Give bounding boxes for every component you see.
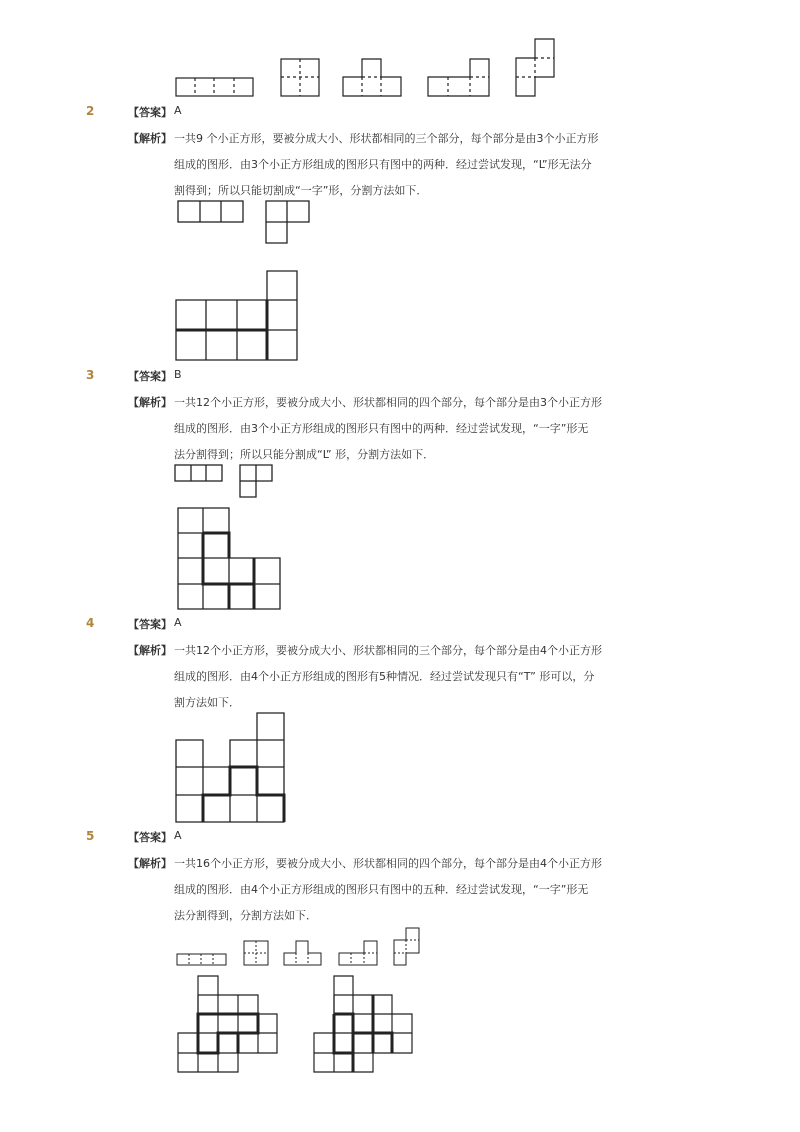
small-tetromino-s	[394, 928, 419, 965]
analysis-tag: 【解析】	[128, 132, 172, 145]
item-number: 5	[86, 829, 95, 843]
analysis-line: 一共9 个小正方形，要被分成大小、形状都相同的三个部分，每个部分是由3个小正方形	[174, 132, 599, 145]
top-tetromino-t	[343, 59, 401, 96]
item2-division-figure	[176, 271, 297, 360]
answer-tag: 【答案】	[128, 370, 172, 383]
analysis-tag: 【解析】	[128, 644, 172, 657]
tromino-l	[266, 201, 309, 243]
small-tetromino-i	[177, 954, 226, 965]
tromino-l-small	[240, 465, 272, 497]
item-number: 4	[86, 616, 95, 630]
analysis-line: 组成的图形．由3个小正方形组成的图形只有图中的两种．经过尝试发现，“一字”形无	[174, 422, 589, 435]
answer-value: A	[174, 104, 182, 117]
analysis-line: 组成的图形．由4个小正方形组成的图形有5种情况．经过尝试发现只有“T” 形可以，分	[174, 670, 595, 683]
analysis-line: 法分割得到，分割方法如下．	[174, 909, 317, 922]
small-tetromino-o	[244, 941, 268, 965]
answer-value: A	[174, 829, 182, 842]
analysis-line: 一共16个小正方形，要被分成大小、形状都相同的四个部分，每个部分是由4个小正方形	[174, 857, 602, 870]
answer-tag: 【答案】	[128, 831, 172, 844]
small-tetromino-t	[284, 941, 321, 965]
item-number: 2	[86, 104, 95, 118]
analysis-line: 一共12个小正方形，要被分成大小、形状都相同的三个部分，每个部分是由4个小正方形	[174, 644, 602, 657]
top-tetromino-o	[281, 59, 319, 96]
item3-division-figure	[178, 508, 280, 609]
answer-tag: 【答案】	[128, 106, 172, 119]
tromino-straight	[178, 201, 243, 222]
analysis-line: 割得到；所以只能切割成“一字”形，分割方法如下．	[174, 184, 428, 197]
analysis-line: 组成的图形．由3个小正方形组成的图形只有图中的两种．经过尝试发现，“L”形无法分	[174, 158, 592, 171]
item5-division-figure-left	[178, 976, 277, 1072]
answer-tag: 【答案】	[128, 618, 172, 631]
answer-value: A	[174, 616, 182, 629]
top-tetromino-i	[176, 78, 253, 96]
top-tetromino-s	[516, 39, 554, 96]
small-tetromino-l	[339, 941, 377, 965]
item4-division-figure	[176, 713, 284, 822]
analysis-line: 组成的图形．由4个小正方形组成的图形只有图中的五种．经过尝试发现，“一字”形无	[174, 883, 589, 896]
analysis-tag: 【解析】	[128, 396, 172, 409]
item-number: 3	[86, 368, 95, 382]
analysis-line: 法分割得到；所以只能分割成“L” 形，分割方法如下．	[174, 448, 435, 461]
item5-division-figure-right	[314, 976, 412, 1072]
top-tetromino-l	[428, 59, 489, 96]
tromino-straight-small	[175, 465, 222, 481]
analysis-line: 一共12个小正方形，要被分成大小、形状都相同的四个部分，每个部分是由3个小正方形	[174, 396, 602, 409]
analysis-tag: 【解析】	[128, 857, 172, 870]
answer-value: B	[174, 368, 182, 381]
analysis-line: 割方法如下．	[174, 696, 240, 709]
